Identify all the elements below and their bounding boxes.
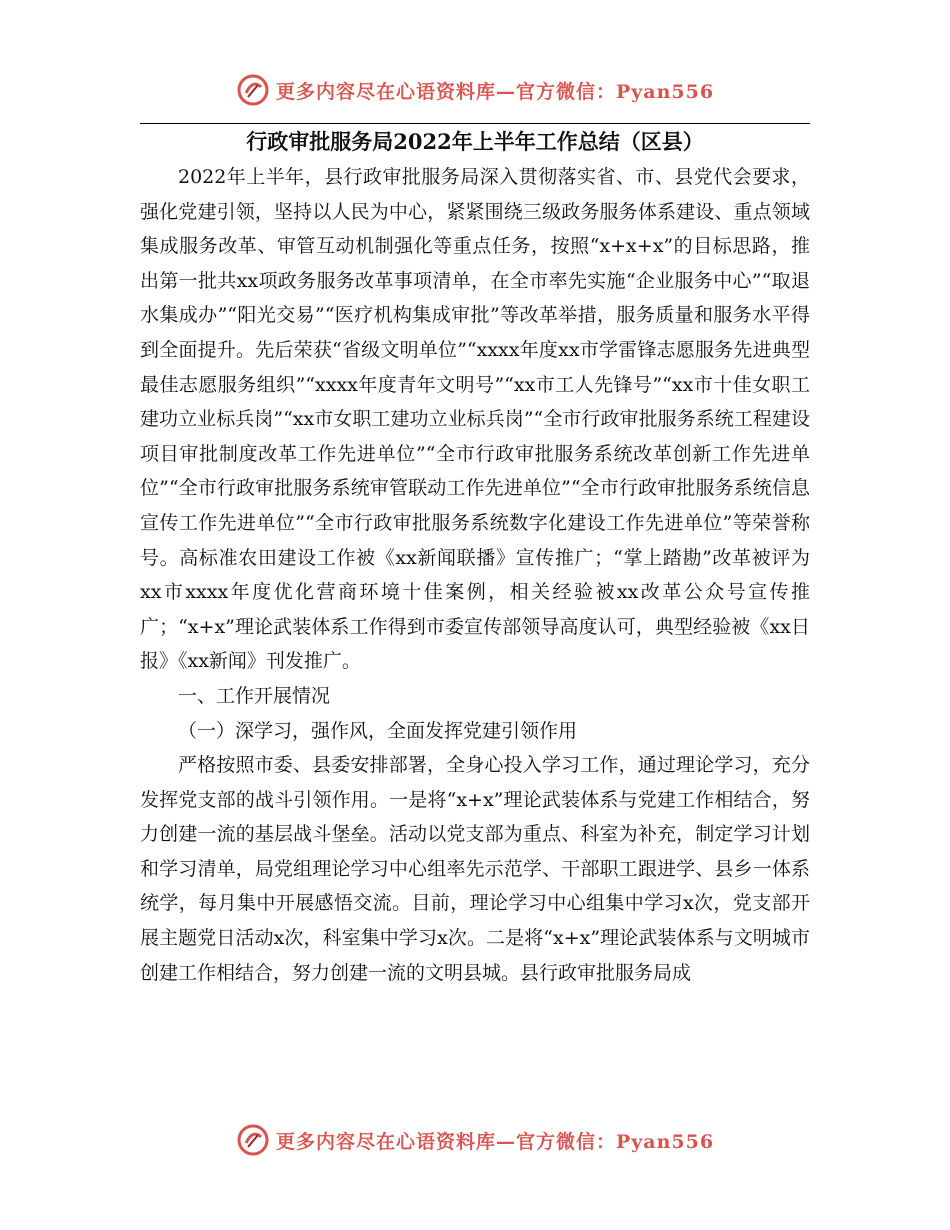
watermark-text: 更多内容尽在心语资料库—官方微信：Pyan556 (275, 80, 715, 103)
watermark-banner-top (0, 70, 950, 110)
brand-logo-icon (236, 73, 270, 107)
watermark-banner-bottom (0, 1120, 950, 1160)
brand-logo-icon (236, 1123, 270, 1157)
document-title: 行政审批服务局2022年上半年工作总结（区县） (246, 129, 704, 154)
paragraph-body: 严格按照市委、县委安排部署，全身心投入学习工作，通过理论学习，充分发挥党支部的战斗引领作用。一是将“x+x”理论武装体系与党建工作相结合，努力创建一流的基层战斗堡垒。活动以党支部为重点、科室为补充，制定学习计划和学习清单，局党组理论学习中心组率先示范学、干部职工跟进学、县乡一体系统学，每月集中开展感悟交流。目前，理论学习中心组集中学习x次，党支部开展主题党日活动x次，科室集中学习x次。二是将“x+x”理论武装体系与文明城市创建工作相结合，努力创建一流的文明县城。县行政审批服务局成 (140, 754, 810, 984)
watermark-text: 更多内容尽在心语资料库—官方微信：Pyan556 (275, 1130, 715, 1153)
section-heading: 一、工作开展情况 (178, 684, 331, 707)
subsection-heading: （一）深学习，强作风，全面发挥党建引领作用 (178, 719, 578, 742)
document-page (140, 124, 810, 990)
paragraph-intro: 2022年上半年，县行政审批服务局深入贯彻落实省、市、县党代会要求，强化党建引领，坚持以人民为中心，紧紧围绕三级政务服务体系建设、重点领域集成服务改革、审管互动机制强化等重点任务，按照“x+x+x”的目标思路，推出第一批共xx项政务服务改革事项清单，在全市率先实施“企业服务中心”“取退水集成办”“阳光交易”“医疗机构集成审批”等改革举措，服务质量和服务水平得到全面提升。先后荣获“省级文明单位”“xxxx年度xx市学雷锋志愿服务先进典型最佳志愿服务组织”“xxxx年度青年文明号”“xx市工人先锋号”“xx市十佳女职工建功立业标兵岗”“xx市女职工建功立业标兵岗”“全市行政审批服务系统工程建设项目审批制度改革工作先进单位”“全市行政审批服务系统改革创新工作先进单位”“全市行政审批服务系统审管联动工作先进单位”“全市行政审批服务系统信息宣传工作先进单位”“全市行政审批服务系统数字化建设工作先进单位”等荣誉称号。高标准农田建设工作被《xx新闻联播》宣传推广；“掌上踏勘”改革被评为xx市xxxx年度优化营商环境十佳案例，相关经验被xx改革公众号宣传推广；“x+x”理论武装体系工作得到市委宣传部领导高度认可，典型经验被《xx日报》《xx新闻》刊发推广。 (140, 166, 810, 673)
